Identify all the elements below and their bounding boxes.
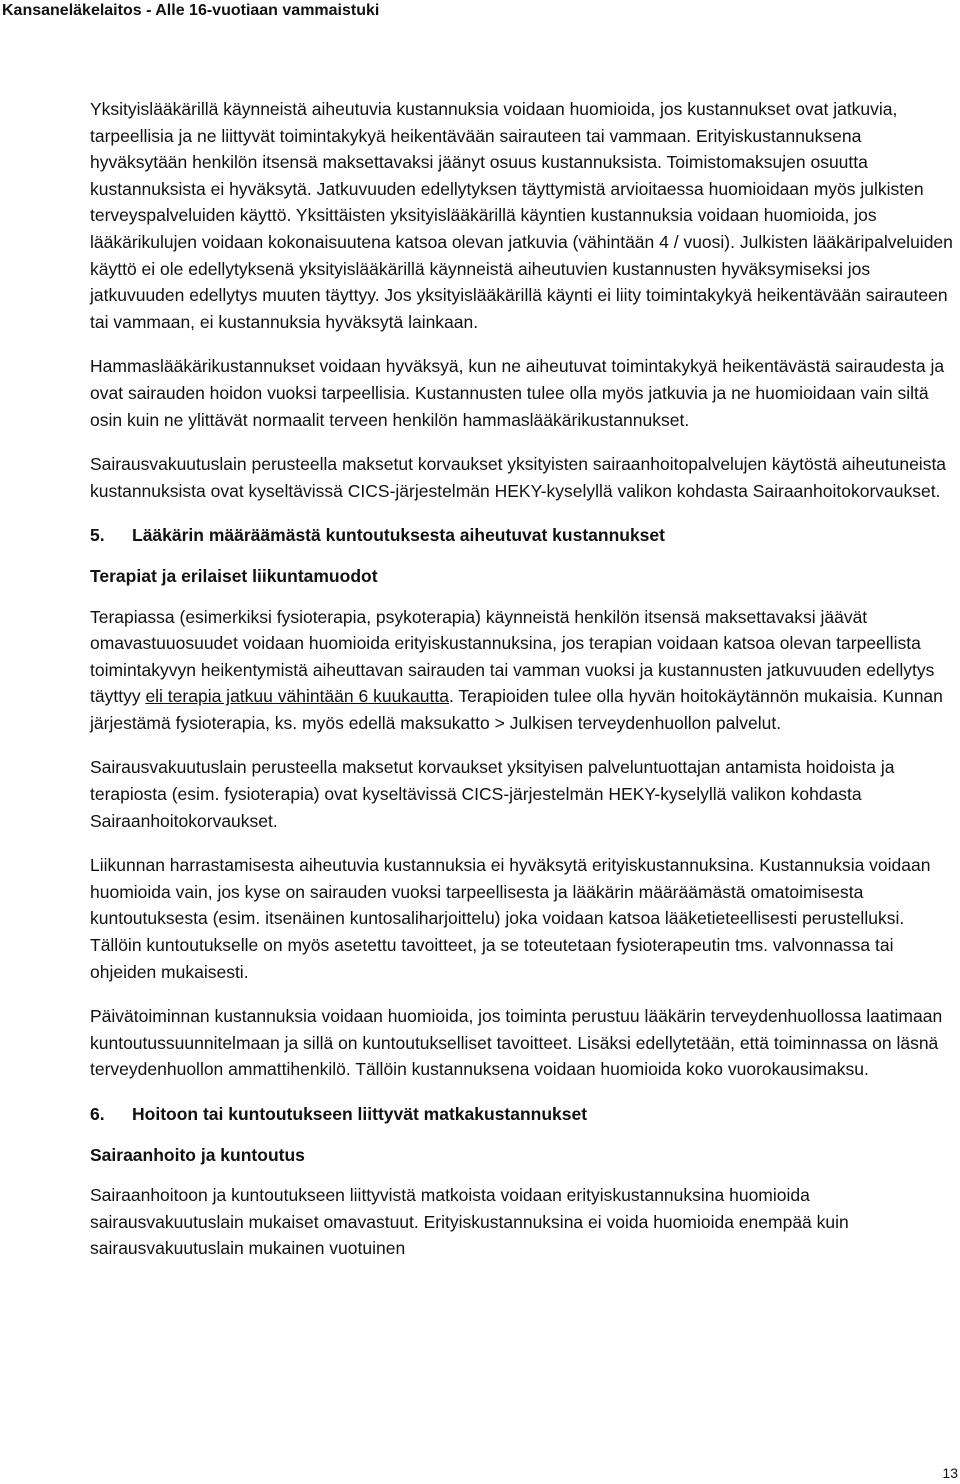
subheading-medical-care: Sairaanhoito ja kuntoutus (90, 1144, 305, 1165)
section-heading-6 (90, 1101, 960, 1128)
section-number-5: 5. (90, 525, 105, 546)
therapy-text-underlined: eli terapia jatkuu vähintään 6 kuukautta (145, 686, 449, 707)
paragraph-sickness-insurance-reimbursements: Sairausvakuutuslain perusteella maksetut korvaukset yksityisten sairaanhoitopalvelujen käytöstä aiheutuneista kustannuksista ovat kyseltävissä CICS-järjestelmän HEKY-kyselyllä valikon kohdasta Sairaanhoitokorvaukset. (90, 454, 947, 501)
section-title-5: Lääkärin määräämästä kuntoutuksesta aiheutuvat kustannukset (132, 525, 665, 546)
document-header-title: Kansaneläkelaitos - Alle 16-vuotiaan vammaistuki (2, 2, 380, 19)
paragraph-travel-costs: Sairaanhoitoon ja kuntoutukseen liittyvistä matkoista voidaan erityiskustannuksina huomioida sairausvakuutuslain mukaiset omavastuut. Erityiskustannuksina ei voida huomioida enempää kuin sairausvakuutuslain mukainen vuotuinen (90, 1185, 849, 1259)
paragraph-therapy-costs (90, 604, 960, 737)
paragraph-day-activity-costs: Päivätoiminnan kustannuksia voidaan huomioida, jos toiminta perustuu lääkärin terveydenhuollossa laatimaan kuntoutussuunnitelmaan ja sillä on kuntoutukselliset tavoitteet. Lisäksi edellytetään, että toiminnassa on läsnä terveydenhuollon ammattihenkilö. Tällöin kustannuksena voidaan huomioida koko vuorokausimaksu. (90, 1006, 943, 1080)
therapy-text-b: . Terapioiden tulee olla hyvän hoitokäytännön mukaisia. Kunnan järjestämä fysioterapia, ks. myös edellä maksukatto > Julkisen terveydenhuollon palvelut. (90, 686, 943, 733)
document-header (0, 0, 960, 26)
paragraph-exercise-costs: Liikunnan harrastamisesta aiheutuvia kustannuksia ei hyväksytä erityiskustannuksina. Kustannuksia voidaan huomioida vain, jos kyse on sairauden vuoksi tarpeellisesta ja lääkärin määräämästä omatoimisesta kuntoutuksesta (esim. itsenäinen kuntosaliharjoittelu) joka voidaan katsoa lääketieteellisesti perustelluksi. Tällöin kuntoutukselle on myös asetettu tavoitteet, ja se toteutetaan fysioterapeutin tms. valvonnassa tai ohjeiden mukaisesti. (90, 855, 931, 982)
paragraph-private-doctor-costs: Yksityislääkärillä käynneistä aiheutuvia kustannuksia voidaan huomioida, jos kustannukset ovat jatkuvia, tarpeellisia ja ne liittyvät toimintakykyä heikentävään sairauteen tai vammaan. Erityiskustannuksena hyväksytään henkilön itsensä maksettavaksi jäänyt osuus kustannuksista. Toimistomaksujen osuutta kustannuksista ei hyväksytä. Jatkuvuuden edellytyksen täyttymistä arvioitaessa huomioidaan myös julkisten terveyspalveluiden käyttö. Yksittäisten yksityislääkärillä käyntien kustannuksia voidaan huomioida, jos lääkärikulujen voidaan kokonaisuutena katsoa olevan jatkuvia (vähintään 4 / vuosi). Julkisten lääkäripalveluiden käyttö ei ole edellytyksenä yksityislääkärillä käynneistä aiheutuvien kustannusten hyväksymiseksi jos jatkuvuuden edellytys muuten täyttyy. Jos yksityislääkärillä käynti ei liity toimintakykyä heikentävään sairauteen tai vammaan, ei kustannuksia hyväksytä lainkaan. (90, 99, 953, 332)
page-number: 13 (942, 1465, 958, 1481)
therapy-text-a: Terapiassa (esimerkiksi fysioterapia, psykoterapia) käynneistä henkilön itsensä maksettavaksi jäävät omavastuuosuudet voidaan huomioida erityiskustannuksina, jos terapian voidaan katsoa olevan tarpeellista toimintakyvyn heikentymistä aiheuttavan sairauden tai vamman vuoksi ja kustannusten jatkuvuuden edellytys täyttyy (90, 606, 935, 707)
paragraph-therapy-reimbursements: Sairausvakuutuslain perusteella maksetut korvaukset yksityisen palveluntuottajan antamista hoidoista ja terapiosta (esim. fysioterapia) ovat kyseltävissä CICS-järjestelmän HEKY-kyselyllä valikon kohdasta Sairaanhoitokorvaukset. (90, 757, 895, 831)
paragraph-dentist-costs: Hammaslääkärikustannukset voidaan hyväksyä, kun ne aiheutuvat toimintakykyä heikentävästä sairaudesta ja ovat sairauden hoidon vuoksi tarpeellisia. Kustannusten tulee olla myös jatkuvia ja ne huomioidaan vain siltä osin kuin ne ylittävät normaalit terveen henkilön hammaslääkärikustannukset. (90, 356, 945, 430)
subheading-therapies: Terapiat ja erilaiset liikuntamuodot (90, 565, 378, 586)
section-title-6: Hoitoon tai kuntoutukseen liittyvät matkakustannukset (132, 1104, 588, 1124)
document-body (90, 96, 960, 1280)
section-number-6: 6. (90, 1104, 105, 1124)
section-heading-5 (90, 522, 960, 549)
